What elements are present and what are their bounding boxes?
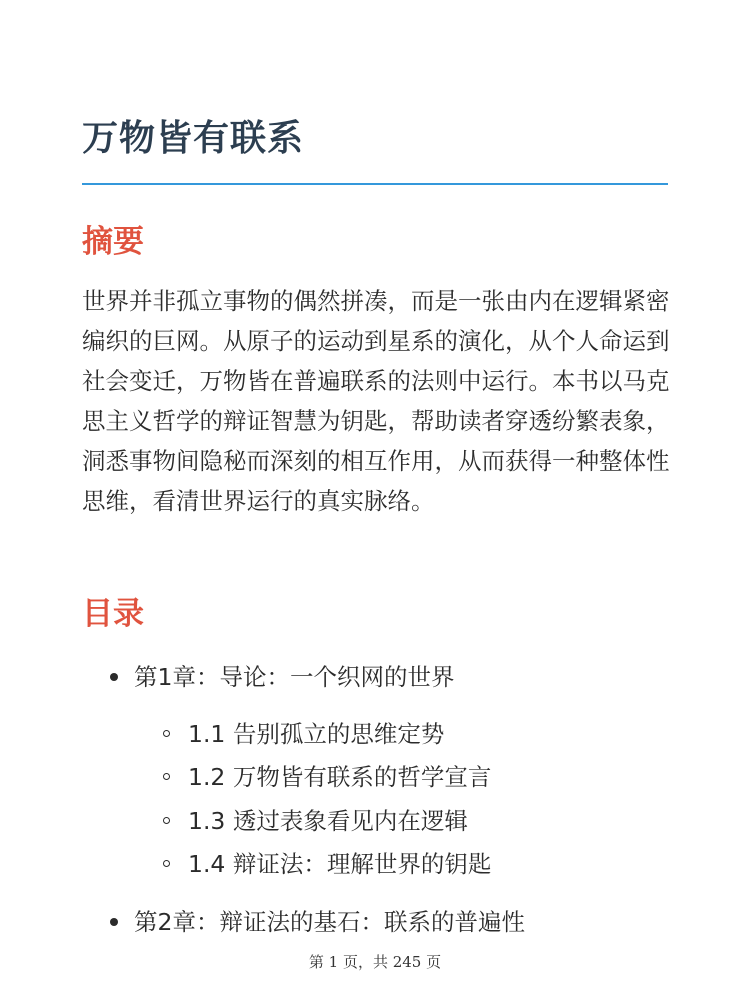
toc-bullet-icon: [110, 918, 118, 926]
abstract-text: 世界并非孤立事物的偶然拼凑，而是一张由内在逻辑紧密编织的巨网。从原子的运动到星系的演化，从个人命运到社会变迁，万物皆在普遍联系的法则中运行。本书以马克思主义哲学的辩证智慧为钥匙，帮助读者穿透纷繁表象，洞悉事物间隐秘而深刻的相互作用，从而获得一种整体性思维，看清世界运行的真实脉络。: [82, 287, 670, 515]
abstract-heading: 摘要: [82, 224, 144, 260]
toc-chapter-item[interactable]: 第2章：辩证法的基石：联系的普遍性: [134, 908, 525, 936]
toc-sub-bullet-icon: [163, 860, 170, 867]
toc-section-item[interactable]: 1.2 万物皆有联系的哲学宣言: [188, 763, 492, 791]
toc-section-item[interactable]: 1.4 辩证法：理解世界的钥匙: [188, 850, 492, 878]
page-number-footer: 第 1 页，共 245 页: [308, 953, 442, 971]
toc-sub-bullet-icon: [163, 817, 170, 824]
toc-sub-bullet-icon: [163, 773, 170, 780]
toc-chapter-item[interactable]: 第1章：导论：一个织网的世界: [134, 663, 455, 691]
toc-bullet-icon: [110, 673, 118, 681]
toc-section-item[interactable]: 1.1 告别孤立的思维定势: [188, 720, 445, 748]
toc-sub-bullet-icon: [163, 730, 170, 737]
book-title: 万物皆有联系: [82, 118, 305, 159]
toc-heading: 目录: [82, 596, 144, 632]
toc-section-item[interactable]: 1.3 透过表象看见内在逻辑: [188, 807, 468, 835]
